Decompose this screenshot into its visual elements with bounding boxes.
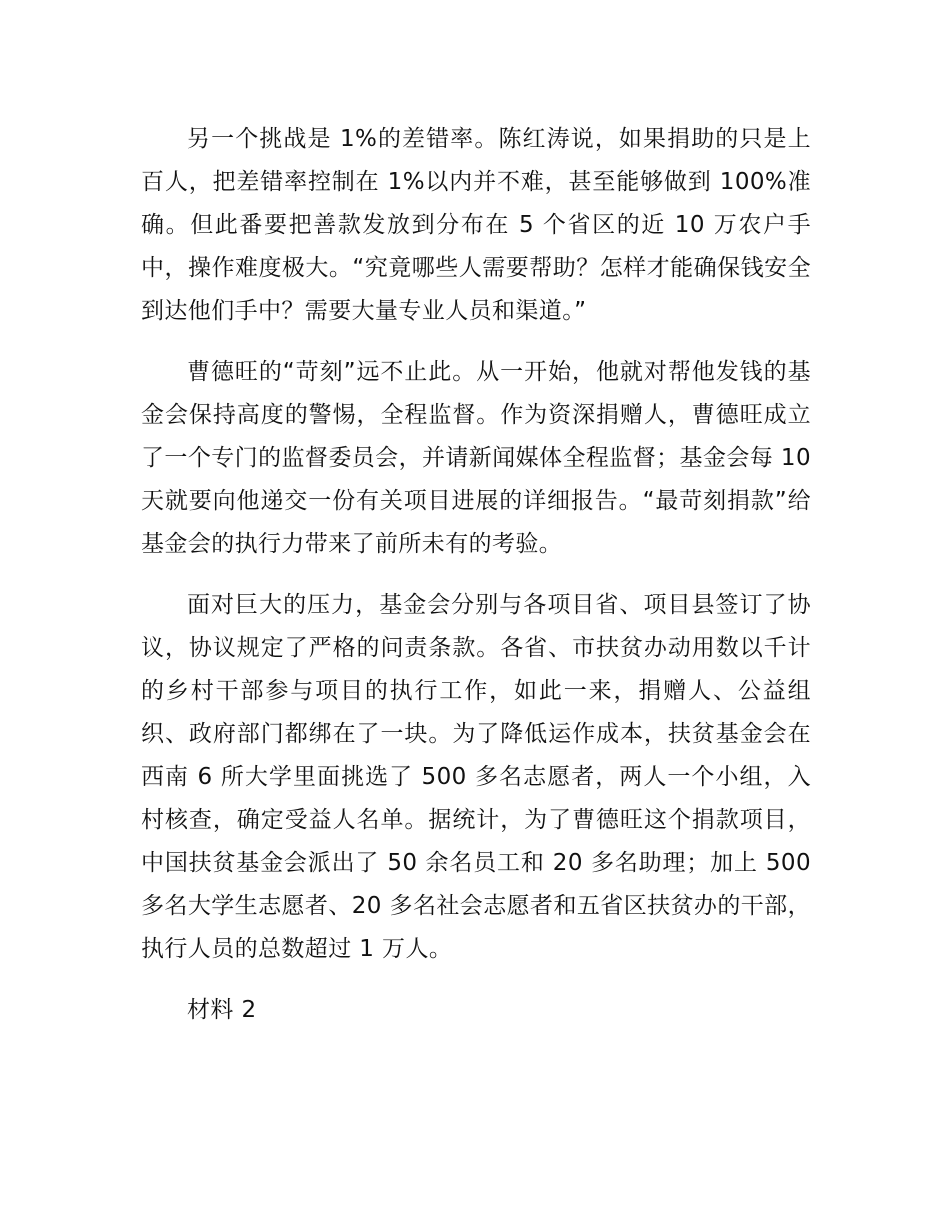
paragraph-1: 另一个挑战是 1%的差错率。陈红涛说，如果捐助的只是上百人，把差错率控制在 1%以内并不难，甚至能够做到 100%准确。但此番要把善款发放到分布在 5 个省区的近 10 万农户手中，操作难度极大。“究竟哪些人需要帮助？怎样才能确保钱安全到达他们手中？需要大量专业人员和渠道。” (141, 126, 811, 324)
paragraph-3: 面对巨大的压力，基金会分别与各项目省、项目县签订了协议，协议规定了严格的问责条款。各省、市扶贫办动用数以千计的乡村干部参与项目的执行工作，如此一来，捐赠人、公益组织、政府部门都绑在了一块。为了降低运作成本，扶贫基金会在西南 6 所大学里面挑选了 500 多名志愿者，两人一个小组，入村核查，确定受益人名单。据统计，为了曹德旺这个捐款项目，中国扶贫基金会派出了 50 余名员工和 20 多名助理；加上 500 多名大学生志愿者、20 多名社会志愿者和五省区扶贫办的干部，执行人员的总数超过 1 万人。 (141, 592, 811, 962)
document-body (141, 118, 811, 1032)
section-heading: 材料 2 (187, 997, 257, 1023)
paragraph-2: 曹德旺的“苛刻”远不止此。从一开始，他就对帮他发钱的基金会保持高度的警惕，全程监督。作为资深捐赠人，曹德旺成立了一个专门的监督委员会，并请新闻媒体全程监督；基金会每 10 天就要向他递交一份有关项目进展的详细报告。“最苛刻捐款”给基金会的执行力带来了前所未有的考验。 (141, 359, 811, 557)
